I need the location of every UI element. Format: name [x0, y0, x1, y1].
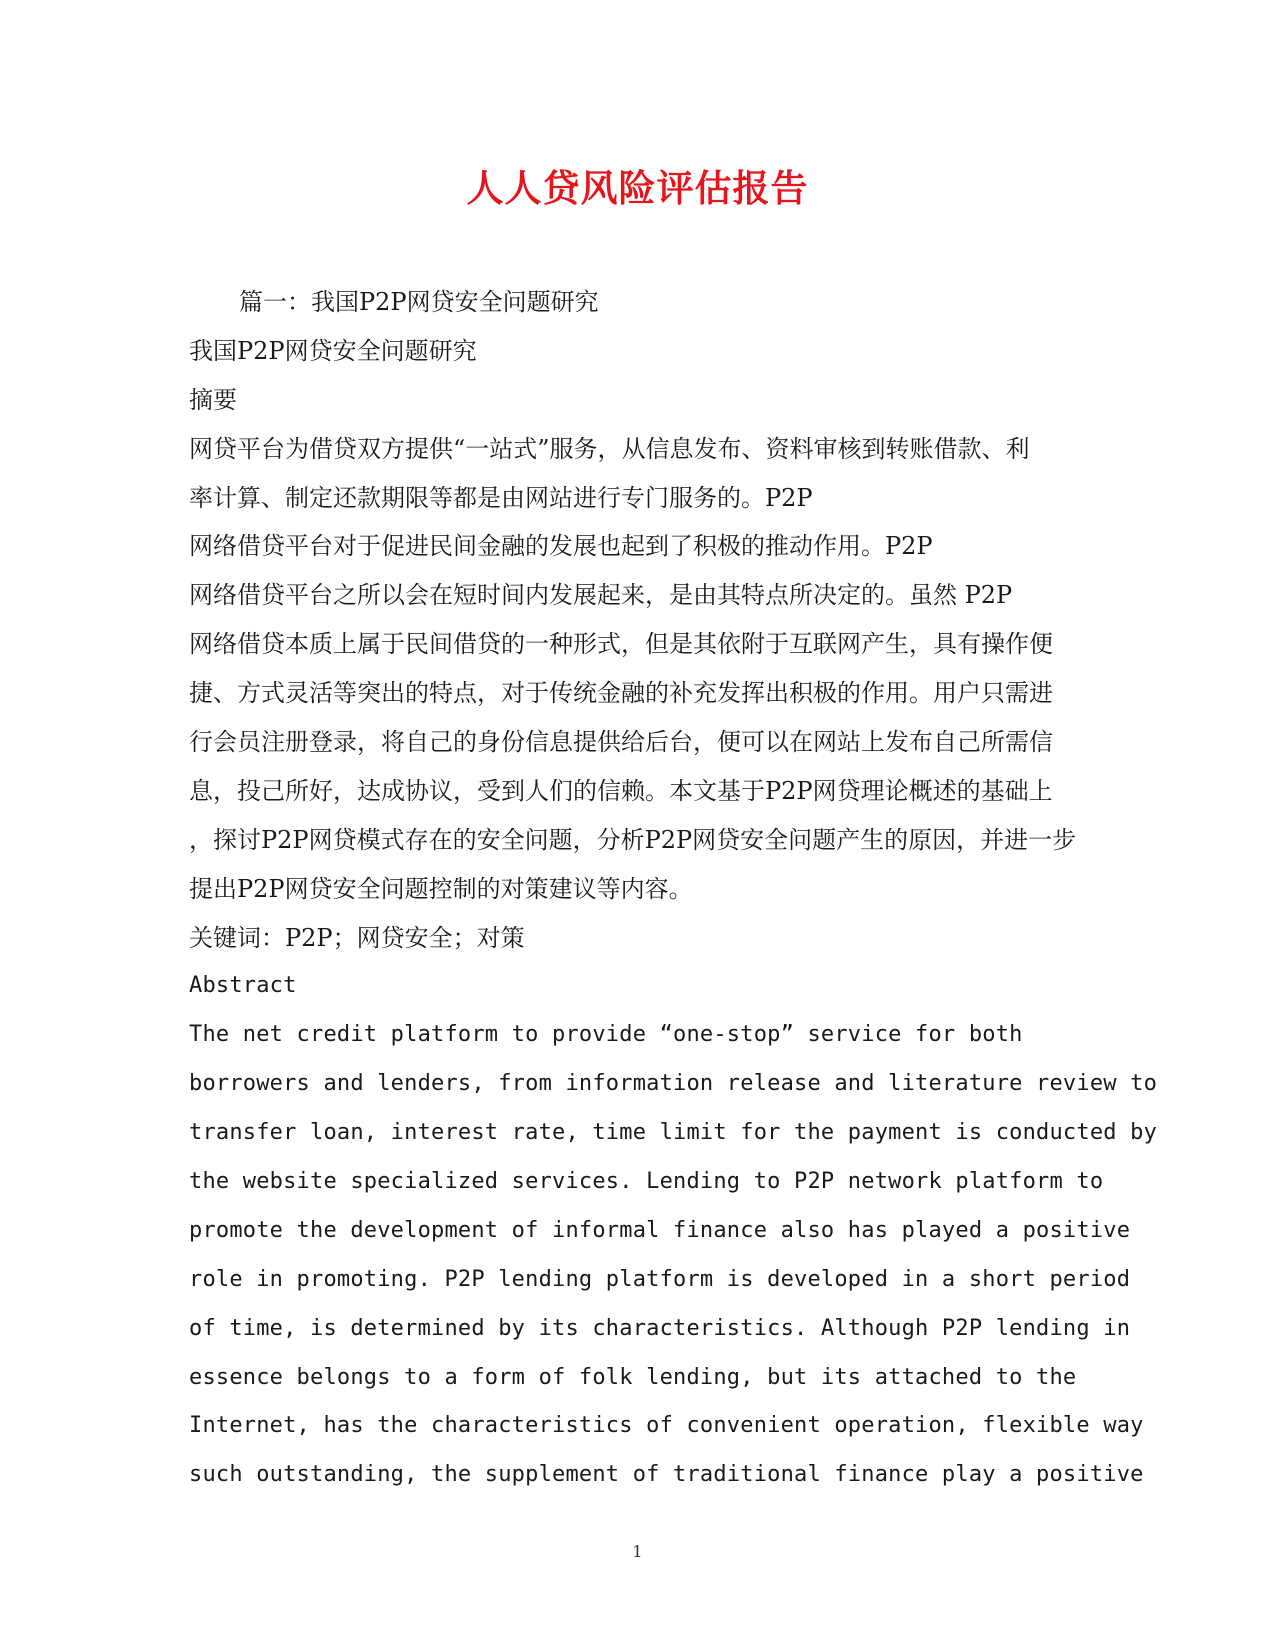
text-line: 息，投己所好，达成协议，受到人们的信赖。本文基于P2P网贷理论概述的基础上: [189, 776, 1053, 805]
english-text-line: of time, is determined by its characteristics. Although P2P lending in: [189, 1315, 1131, 1341]
text-line: 网络借贷平台对于促进民间金融的发展也起到了积极的推动作用。P2P: [189, 532, 933, 561]
english-text-line: such outstanding, the supplement of traditional finance play a positive: [189, 1462, 1144, 1488]
section-heading: 篇一：我国P2P网贷安全问题研究: [239, 288, 599, 316]
english-text-line: borrowers and lenders, from information release and literature review to: [189, 1071, 1158, 1097]
paper-title: 我国P2P网贷安全问题研究: [189, 336, 477, 365]
english-text-line: essence belongs to a form of folk lending, but its attached to the: [189, 1364, 1077, 1390]
text-line: ，探讨P2P网贷模式存在的安全问题，分析P2P网贷安全问题产生的原因，并进一步: [189, 825, 1077, 854]
abstract-heading: 摘要: [189, 385, 237, 414]
english-text-line: promote the development of informal finance also has played a positive: [189, 1217, 1131, 1243]
text-line: 网络借贷本质上属于民间借贷的一种形式，但是其依附于互联网产生，具有操作便: [189, 630, 1053, 659]
page-number: 1: [632, 1542, 643, 1561]
english-text-line: transfer loan, interest rate, time limit for the payment is conducted by: [189, 1120, 1158, 1146]
keywords-line: 关键词：P2P；网贷安全；对策: [189, 923, 525, 952]
text-line: 行会员注册登录，将自己的身份信息提供给后台，便可以在网站上发布自己所需信: [189, 728, 1053, 757]
abstract-en-heading: Abstract: [189, 973, 297, 999]
text-line: 捷、方式灵活等突出的特点，对于传统金融的补充发挥出积极的作用。用户只需进: [189, 679, 1053, 708]
english-text-line: the website specialized services. Lending to P2P network platform to: [189, 1169, 1104, 1195]
english-text-line: The net credit platform to provide “one-stop” service for both: [189, 1022, 1023, 1048]
english-text-line: Internet, has the characteristics of convenient operation, flexible way: [189, 1413, 1144, 1439]
text-line: 率计算、制定还款期限等都是由网站进行专门服务的。P2P: [189, 483, 813, 512]
text-line: 网贷平台为借贷双方提供“一站式”服务，从信息发布、资料审核到转账借款、利: [189, 434, 1030, 463]
english-text-line: role in promoting. P2P lending platform is developed in a short period: [189, 1266, 1131, 1292]
text-line: 提出P2P网贷安全问题控制的对策建议等内容。: [189, 874, 693, 903]
document-title: 人人贷风险评估报告: [466, 166, 809, 210]
text-line: 网络借贷平台之所以会在短时间内发展起来，是由其特点所决定的。虽然 P2P: [189, 581, 1013, 610]
document-body: [189, 278, 1158, 1500]
